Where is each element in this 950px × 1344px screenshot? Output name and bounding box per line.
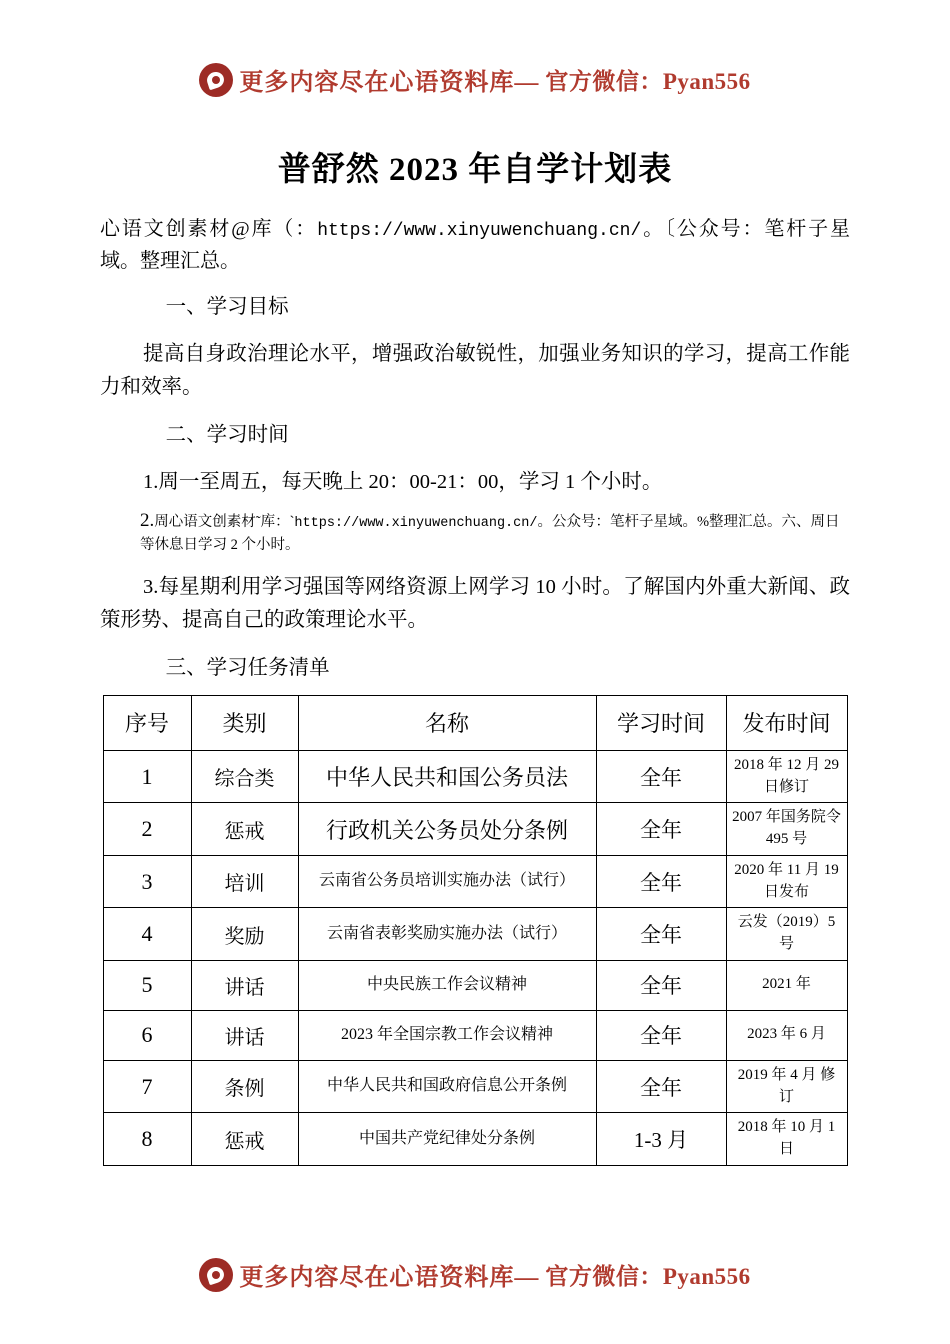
col-header-name: 名称 [298, 695, 596, 750]
site-logo-icon [199, 63, 233, 97]
cell-no: 7 [103, 1060, 191, 1113]
note-text-a: 周心语文创素材˜库：` [154, 513, 295, 530]
watermark-main-text: 更多内容尽在心语资料库— [239, 1265, 540, 1291]
col-header-category: 类别 [191, 695, 298, 750]
cell-category: 奖励 [191, 908, 298, 961]
cell-name: 中国共产党纪律处分条例 [298, 1113, 596, 1166]
source-url: https://www.xinyuwenchuang.cn/ [317, 221, 642, 241]
watermark-bottom [0, 1257, 950, 1292]
cell-study-time: 全年 [596, 1060, 726, 1113]
cell-study-time: 全年 [596, 908, 726, 961]
col-header-study-time: 学习时间 [596, 695, 726, 750]
cell-no: 8 [103, 1113, 191, 1166]
table-header-row [103, 695, 847, 750]
cell-publish-time: 2018 年 10 月 1 日 [726, 1113, 847, 1166]
cell-no: 5 [103, 960, 191, 1010]
col-header-no: 序号 [103, 695, 191, 750]
cell-category: 综合类 [191, 750, 298, 803]
cell-publish-time: 云发（2019）5 号 [726, 908, 847, 961]
table-row [103, 1060, 847, 1113]
table-row [103, 1113, 847, 1166]
watermark-sub-text: 官方微信：Pyan556 [545, 69, 751, 94]
cell-publish-time: 2020 年 11 月 19 日发布 [726, 855, 847, 908]
cell-study-time: 全年 [596, 855, 726, 908]
source-suffix: 。〔公众号：笔杆子星域。整理汇总。 [100, 218, 851, 272]
section-1-paragraph: 提高自身政治理论水平，增强政治敏锐性，加强业务知识的学习，提高工作能力和效率。 [100, 343, 850, 399]
cell-publish-time: 2023 年 6 月 [726, 1010, 847, 1060]
table-row [103, 960, 847, 1010]
cell-category: 讲话 [191, 1010, 298, 1060]
col-header-publish-time: 发布时间 [726, 695, 847, 750]
cell-no: 2 [103, 803, 191, 856]
table-row [103, 908, 847, 961]
cell-category: 讲话 [191, 960, 298, 1010]
section-2-item-1: 1.周一至周五，每天晚上 20：00-21：00，学习 1 个小时。 [143, 470, 663, 493]
cell-name: 中华人民共和国公务员法 [298, 750, 596, 803]
section-2-item-2: 3.每星期利用学习强国等网络资源上网学习 10 小时。了解国内外重大新闻、政策形势、提高自己的政策理论水平。 [100, 576, 850, 632]
cell-name: 2023 年全国宗教工作会议精神 [298, 1010, 596, 1060]
watermark-sub-text: 官方微信：Pyan556 [545, 1264, 751, 1289]
cell-study-time: 1-3 月 [596, 1113, 726, 1166]
cell-category: 惩戒 [191, 1113, 298, 1166]
page-title: 普舒然 2023 年自学计划表 [277, 152, 673, 188]
table-row [103, 855, 847, 908]
cell-name: 中华人民共和国政府信息公开条例 [298, 1060, 596, 1113]
cell-name: 云南省公务员培训实施办法（试行） [298, 855, 596, 908]
section-heading-3: 三、学习任务清单 [165, 656, 330, 679]
cell-no: 1 [103, 750, 191, 803]
watermark-top [100, 0, 850, 97]
note-text-b: 。公众号：笔杆子星域。%整理汇总。六、周日等休息日学习 2 个小时。 [140, 513, 840, 554]
cell-publish-time: 2021 年 [726, 960, 847, 1010]
cell-publish-time: 2007 年国务院令 495 号 [726, 803, 847, 856]
table-row [103, 1010, 847, 1060]
note-lead: 2. [140, 509, 155, 531]
cell-study-time: 全年 [596, 960, 726, 1010]
cell-study-time: 全年 [596, 1010, 726, 1060]
site-logo-icon [199, 1258, 233, 1292]
section-2-note [100, 507, 850, 557]
task-table [103, 695, 848, 1166]
section-heading-2: 二、学习时间 [165, 423, 289, 446]
cell-name: 云南省表彰奖励实施办法（试行） [298, 908, 596, 961]
cell-name: 行政机关公务员处分条例 [298, 803, 596, 856]
source-prefix: 心语文创素材@库（： [100, 218, 318, 240]
cell-no: 6 [103, 1010, 191, 1060]
cell-publish-time: 2018 年 12 月 29 日修订 [726, 750, 847, 803]
cell-study-time: 全年 [596, 750, 726, 803]
cell-publish-time: 2019 年 4 月 修 订 [726, 1060, 847, 1113]
table-row [103, 803, 847, 856]
table-row [103, 750, 847, 803]
cell-no: 3 [103, 855, 191, 908]
note-url: https://www.xinyuwenchuang.cn/ [294, 515, 538, 531]
source-line [100, 214, 850, 277]
cell-name: 中央民族工作会议精神 [298, 960, 596, 1010]
cell-study-time: 全年 [596, 803, 726, 856]
cell-category: 惩戒 [191, 803, 298, 856]
cell-category: 条例 [191, 1060, 298, 1113]
section-heading-1: 一、学习目标 [165, 295, 289, 318]
cell-category: 培训 [191, 855, 298, 908]
cell-no: 4 [103, 908, 191, 961]
watermark-main-text: 更多内容尽在心语资料库— [239, 70, 540, 96]
